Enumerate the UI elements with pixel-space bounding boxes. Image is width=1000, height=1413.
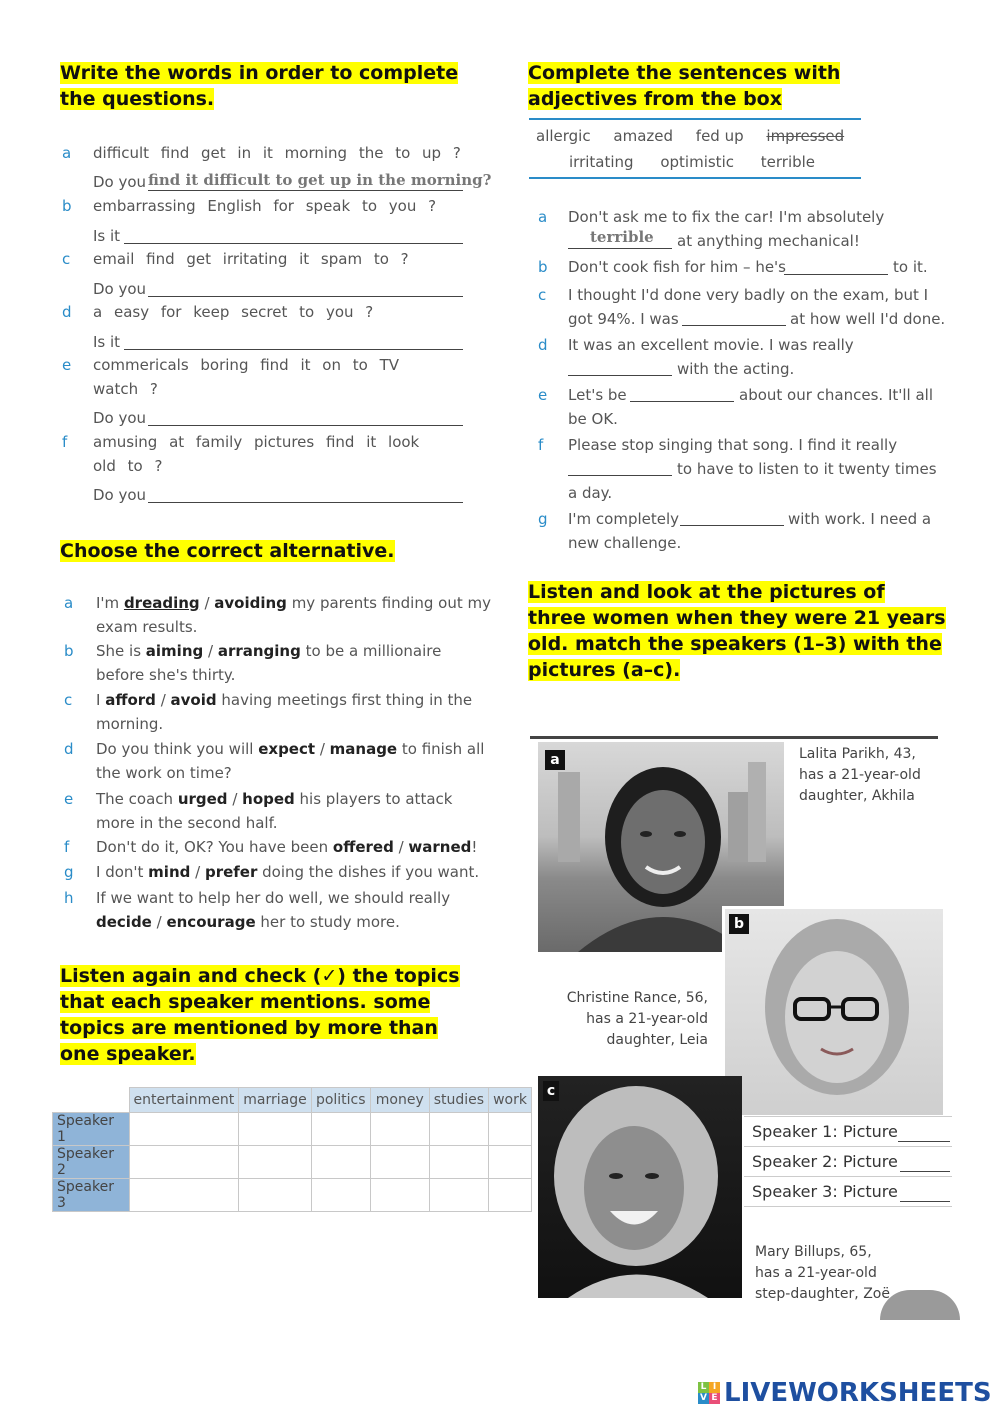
option-two[interactable]: encourage [166,913,256,931]
divider [744,1206,952,1207]
table-row [53,1113,532,1146]
word-box-item: optimistic [660,153,734,171]
scrambled-words: a easy for keep secret to you ? [93,303,374,321]
check-cell[interactable] [311,1113,370,1146]
portrait-b-illustration [725,909,943,1115]
answer-line[interactable] [148,502,463,503]
sentence-part: Don't do it, OK? You have been [96,838,333,856]
option-one[interactable]: expect [258,740,316,758]
sentence-part: to be a millionaire [300,642,442,660]
option-two[interactable]: warned [408,838,472,856]
item-letter: g [538,510,548,528]
sentence-text: I'm completely [568,510,680,528]
item-letter: b [62,197,72,215]
item-letter: c [538,286,547,304]
word-box-item: irritating [569,153,634,171]
option-one[interactable]: urged [177,790,228,808]
alternative-sentence [96,889,450,907]
picture-tag-b: b [729,914,749,934]
sentence-text: Don't cook fish for him – he's [568,258,786,276]
item-letter: d [538,336,548,354]
alternative-sentence: before she's thirty. [96,666,236,684]
answer-line[interactable] [148,296,463,297]
caption-c: Mary Billups, 65, has a 21-year-old step-daughter, Zoë [755,1244,890,1302]
item-letter: f [538,436,544,454]
word-box-item: amazed [613,127,674,145]
item-letter: c [64,691,73,709]
sentence-text: Let's be [568,386,627,404]
item-letter: a [538,208,548,226]
word-box-item-used: impressed [766,127,845,145]
option-one[interactable]: mind [148,863,191,881]
sentence-part: She is [96,642,146,660]
item-letter: a [62,144,72,162]
sentence-text: be OK. [568,410,618,428]
item-letter: h [64,889,74,907]
scrambled-words: watch ? [93,380,158,398]
sentence-part: ! [471,838,478,856]
sentence-text: got 94%. I was [568,310,679,328]
alternative-sentence: Don't do it, OK? You have been offered / warned! [96,838,478,856]
check-cell[interactable] [429,1113,488,1146]
check-cell[interactable] [370,1179,429,1212]
caption-a: Lalita Parikh, 43, has a 21-year-old daughter, Akhila [799,746,921,804]
answer-line[interactable] [784,274,888,275]
table-corner [53,1088,130,1113]
alternative-sentence: more in the second half. [96,814,278,832]
divider [530,736,938,739]
sentence-part: doing the dishes if you want. [257,863,480,881]
answer-line[interactable] [124,243,463,244]
speaker-label: Speaker 1: Picture [752,1122,898,1141]
answer-line[interactable] [148,190,463,191]
filled-answer: terrible [590,228,654,246]
option-two[interactable]: avoiding [214,594,287,612]
alternative-sentence: decide / encourage her to study more. [96,913,400,931]
speaker-answer-line[interactable] [900,1201,950,1202]
column-header: entertainment [129,1088,239,1113]
caption-b: Christine Rance, 56, has a 21-year-old daughter, Leia [566,990,708,1048]
item-letter: b [538,258,548,276]
sentence-part: If we want to help her do well, we should really [96,889,451,907]
section5-heading: Listen again and check (✓) the topics that each speaker mentions. some topics are mentioned by more than one speaker. [60,965,460,1065]
scrambled-words: commericals boring find it on to TV [93,356,399,374]
question-prompt: Do you [93,280,147,298]
answer-line[interactable] [568,248,672,249]
check-cell[interactable] [311,1146,370,1179]
check-cell[interactable] [489,1146,532,1179]
item-letter: c [62,250,71,268]
option-one[interactable]: offered [332,838,394,856]
alternative-sentence: I'm dreading / avoiding my parents finding out my [96,594,491,612]
option-two[interactable]: arranging [217,642,301,660]
alternative-sentence: Do you think you will expect / manage to finish all [96,740,485,758]
column-header: studies [429,1088,488,1113]
scrambled-words: difficult find get in it morning the to up ? [93,144,461,162]
scrambled-words: embarrassing English for speak to you ? [93,197,437,215]
item-letter: d [64,740,74,758]
sentence-part: Do you think you will [96,740,259,758]
item-letter: e [62,356,72,374]
check-cell[interactable] [129,1113,239,1146]
answer-line[interactable] [568,375,672,376]
option-two[interactable]: manage [329,740,398,758]
sentence-text: Please stop singing that song. I find it really [568,436,898,454]
section1-heading: Write the words in order to complete the questions. [60,62,459,110]
option-one[interactable]: dreading [123,594,200,612]
option-one[interactable]: afford [105,691,156,709]
question-prompt: Do you [93,173,147,191]
alternative-sentence: She is aiming / arranging to be a millionaire [96,642,442,660]
alternative-sentence: exam results. [96,618,198,636]
check-cell[interactable] [239,1179,311,1212]
item-letter: d [62,303,72,321]
question-prompt: Is it [93,227,121,245]
sentence-text: with the acting. [677,360,795,378]
speaker-label: Speaker 2: Picture [752,1152,898,1171]
picture-tag-a: a [545,750,565,770]
check-cell[interactable] [370,1113,429,1146]
photo-woman-b [722,906,943,1115]
sentence-text: a day. [568,484,613,502]
row-header: Speaker 3 [53,1179,130,1212]
speaker-label: Speaker 3: Picture [752,1182,898,1201]
option-two[interactable]: avoid [170,691,217,709]
item-letter: b [64,642,74,660]
scrambled-words: old to ? [93,457,163,475]
sentence-part: to finish all [397,740,485,758]
check-cell[interactable] [129,1146,239,1179]
answer-line[interactable] [682,325,786,326]
item-letter: f [62,433,68,451]
word-box-item: terrible [760,153,816,171]
item-letter: g [64,863,74,881]
item-letter: f [64,838,70,856]
sentence-text: It was an excellent movie. I was really [568,336,854,354]
check-cell[interactable] [370,1146,429,1179]
check-cell[interactable] [489,1113,532,1146]
section4-heading: Listen and look at the pictures of three women when they were 21 years old. match the speakers (1–3) with the pictures (a–c). [528,581,946,681]
sentence-text: Don't ask me to fix the car! I'm absolutely [568,208,885,226]
table-row [53,1179,532,1212]
question-prompt: Do you [93,486,147,504]
answer-line[interactable] [568,475,672,476]
option-one[interactable]: decide [96,913,152,931]
portrait-c-illustration [538,1076,742,1298]
sentence-text: about our chances. It'll all [739,386,934,404]
scrambled-words: amusing at family pictures find it look [93,433,420,451]
sentence-text: to it. [893,258,928,276]
divider [744,1116,952,1117]
divider [744,1176,952,1177]
sentence-part: my parents finding out my [286,594,491,612]
item-letter: e [538,386,548,404]
photo-woman-c [538,1076,742,1298]
answer-line[interactable] [630,401,734,402]
check-cell[interactable] [239,1146,311,1179]
sentence-part: her to study more. [255,913,400,931]
section2-heading: Complete the sentences with adjectives from the box [528,62,841,110]
answer-line[interactable] [148,425,463,426]
column-header: work [489,1088,532,1113]
row-header: Speaker 2 [53,1146,130,1179]
sentence-text: at how well I'd done. [790,310,946,328]
check-cell[interactable] [429,1179,488,1212]
row-header: Speaker 1 [53,1113,130,1146]
alternative-sentence: the work on time? [96,764,232,782]
question-prompt: Do you [93,409,147,427]
sentence-part: I [96,691,106,709]
scrambled-words: email find get irritating it spam to ? [93,250,409,268]
option-two[interactable]: hoped [242,790,295,808]
answer-line[interactable] [124,349,463,350]
alternative-sentence: I don't mind / prefer doing the dishes if you want. [96,863,480,881]
logo-text: LIVEWORKSHEETS [724,1378,992,1408]
option-one[interactable]: aiming [145,642,204,660]
sentence-part: his players to attack [294,790,453,808]
topics-table [52,1087,532,1212]
speaker-answer-line[interactable] [898,1141,950,1142]
check-cell[interactable] [489,1179,532,1212]
word-box [529,118,861,179]
alternative-sentence: I afford / avoid having meetings first thing in the [96,691,473,709]
column-header: politics [311,1088,370,1113]
sentence-text: at anything mechanical! [677,232,860,250]
filled-answer: find it difficult to get up in the morning? [148,171,492,189]
alternative-sentence: The coach urged / hoped his players to attack [96,790,453,808]
check-cell[interactable] [311,1179,370,1212]
speaker-answer-line[interactable] [900,1171,950,1172]
column-header: money [370,1088,429,1113]
sentence-text: with work. I need a [788,510,932,528]
sentence-part: having meetings first thing in the [216,691,473,709]
picture-tag-c: c [543,1081,559,1101]
word-box-item: fed up [695,127,744,145]
sentence-text: I thought I'd done very badly on the exam, but I [568,286,929,304]
column-header: marriage [239,1088,311,1113]
check-cell[interactable] [239,1113,311,1146]
alternative-sentence: morning. [96,715,164,733]
divider [744,1146,952,1147]
item-letter: e [64,790,74,808]
table-row [53,1146,532,1179]
sentence-part: The coach [96,790,178,808]
word-box-item: allergic [536,127,591,145]
item-letter: a [64,594,74,612]
section3-heading: Choose the correct alternative. [60,540,395,562]
logo-icon: L I V E [698,1382,720,1404]
decorative-shape [880,1290,960,1320]
check-cell[interactable] [129,1179,239,1212]
sentence-text: new challenge. [568,534,682,552]
question-prompt: Is it [93,333,121,351]
answer-line[interactable] [680,525,784,526]
option-two[interactable]: prefer [204,863,258,881]
sentence-text: to have to listen to it twenty times [677,460,937,478]
sentence-part: I don't [96,863,149,881]
check-cell[interactable] [429,1146,488,1179]
sentence-part: I'm [96,594,124,612]
